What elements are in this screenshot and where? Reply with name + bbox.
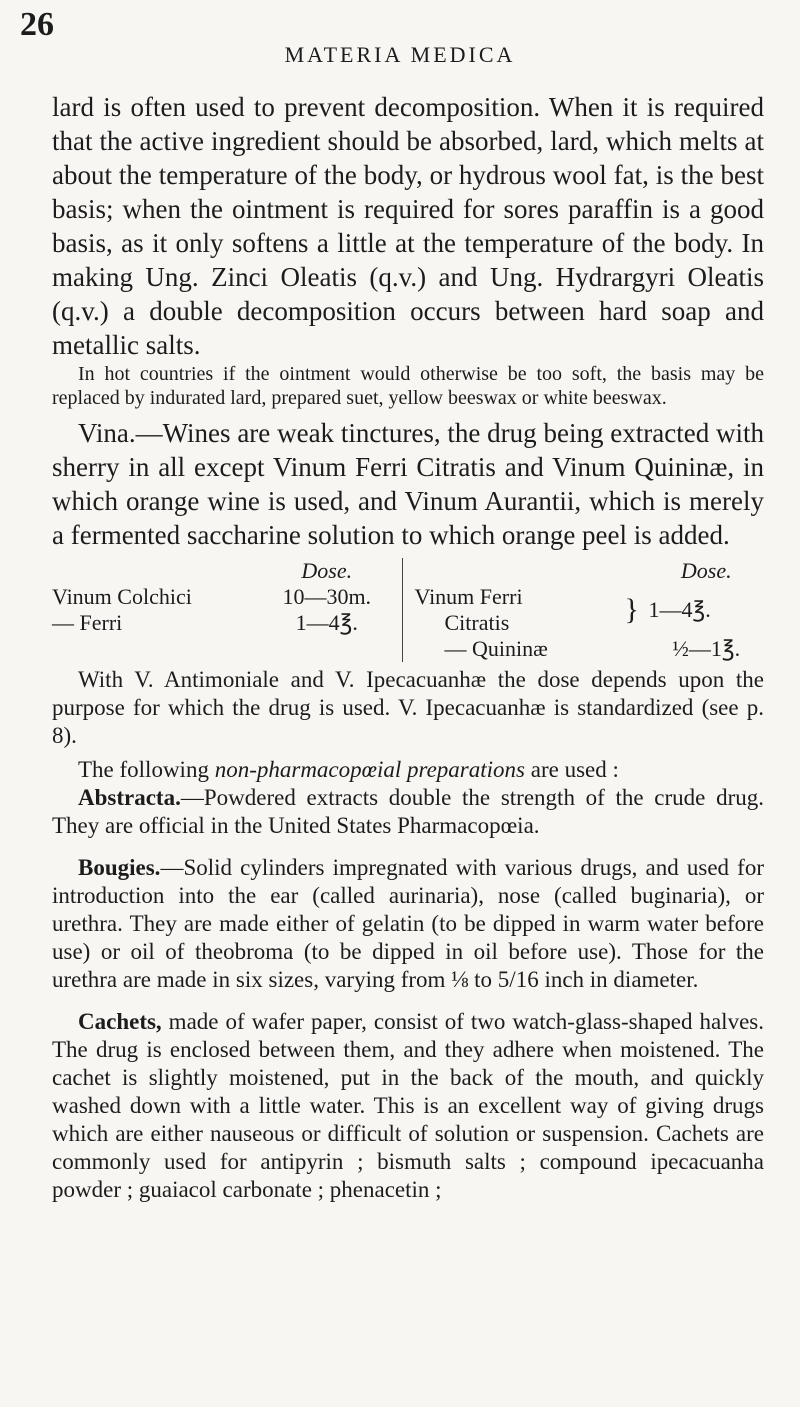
abstracta-heading: Abstracta. (78, 785, 181, 810)
dose-value: 1—4℥. (648, 597, 711, 622)
page-number: 26 (20, 6, 54, 43)
dose-drug-name: Vinum Ferri (414, 584, 523, 609)
paragraph-hot-countries: In hot countries if the ointment would otherwise be too soft, the basis may be replaced by indurated lard, prepared suet, yellow beeswax or white beeswax. (52, 363, 764, 409)
dose-value: ½—1℥. (672, 636, 741, 661)
dose-table-right (403, 558, 765, 662)
dose-drug-name-cont: Citratis (444, 610, 510, 635)
dose-row (415, 584, 765, 636)
paragraph-cachets (52, 1008, 764, 1204)
following-suffix: are used : (525, 757, 619, 782)
dose-header-right: Dose. (680, 558, 732, 583)
bougies-text: —Solid cylinders impregnated with various drugs, and used for introduction into the ear (called aurinaria), nose (called buginaria), or urethra. They are made either of gelatin (to be dipped in warm water before use) or oil of theobroma (to be dipped in oil before use). Those for the urethra are made in six sizes, varying from ⅛ to 5/16 inch in diameter. (52, 855, 764, 992)
following-prefix: The following (78, 757, 215, 782)
dose-value: 1—4℥. (295, 610, 358, 635)
dose-row (52, 584, 402, 610)
dose-table-left (52, 558, 403, 662)
paragraph-bougies (52, 854, 764, 994)
dose-row (52, 610, 402, 636)
paragraph-lard: lard is often used to prevent decomposition. When it is required that the active ingredient should be absorbed, lard, which melts at about the temperature of the body, or hydrous wool fat, is the best basis; when the ointment is required for sores paraffin is a good basis, as it only softens a little at the temperature of the body. In making Ung. Zinci Oleatis (q.v.) and Ung. Hydrargyri Oleatis (q.v.) a double decomposition occurs between hard soap and metallic salts. (52, 92, 764, 360)
running-head: MATERIA MEDICA (284, 42, 516, 67)
paragraph-antimoniale: With V. Antimoniale and V. Ipecacuanhæ the dose depends upon the purpose for which the drug is used. V. Ipecacuanhæ is standardized (see p. 8). (52, 667, 764, 748)
paragraph-following (52, 756, 764, 784)
vina-heading: Vina. (78, 418, 136, 448)
paragraph-vina (52, 416, 764, 552)
dose-drug-name: — Quininæ (444, 636, 548, 661)
dose-table (52, 558, 764, 662)
paragraph-abstracta (52, 784, 764, 840)
dose-row (415, 636, 765, 662)
bougies-heading: Bougies. (78, 855, 161, 880)
brace-glyph: } (624, 593, 639, 626)
dose-drug-name: Vinum Colchici (52, 584, 192, 609)
following-italic: non-pharmacopœial preparations (214, 757, 525, 782)
abstracta-text: —Powdered extracts double the strength of the crude drug. They are official in the United States Pharmacopœia. (52, 785, 764, 838)
cachets-heading: Cachets, (78, 1009, 162, 1034)
vina-text: —Wines are weak tinctures, the drug being extracted with sherry in all except Vinum Ferri Citratis and Vinum Quininæ, in which orange wine is used, and Vinum Aurantii, which is merely a fermented saccharine solution to which orange peel is added. (52, 418, 764, 550)
dose-value: 10—30m. (282, 584, 372, 609)
dose-header-left: Dose. (301, 558, 353, 583)
dose-drug-name: — Ferri (52, 610, 123, 635)
cachets-text: made of wafer paper, consist of two watch-glass-shaped halves. The drug is enclosed between them, and they adhere when moistened. The cachet is slightly moistened, put in the back of the mouth, and quickly washed down with a little water. This is an excellent way of giving drugs which are either nauseous or difficult of solution or suspension. Cachets are commonly used for antipyrin ; bismuth salts ; compound ipecacuanha powder ; guaiacol carbonate ; phenacetin ; (52, 1009, 764, 1202)
page-body (52, 90, 764, 1204)
